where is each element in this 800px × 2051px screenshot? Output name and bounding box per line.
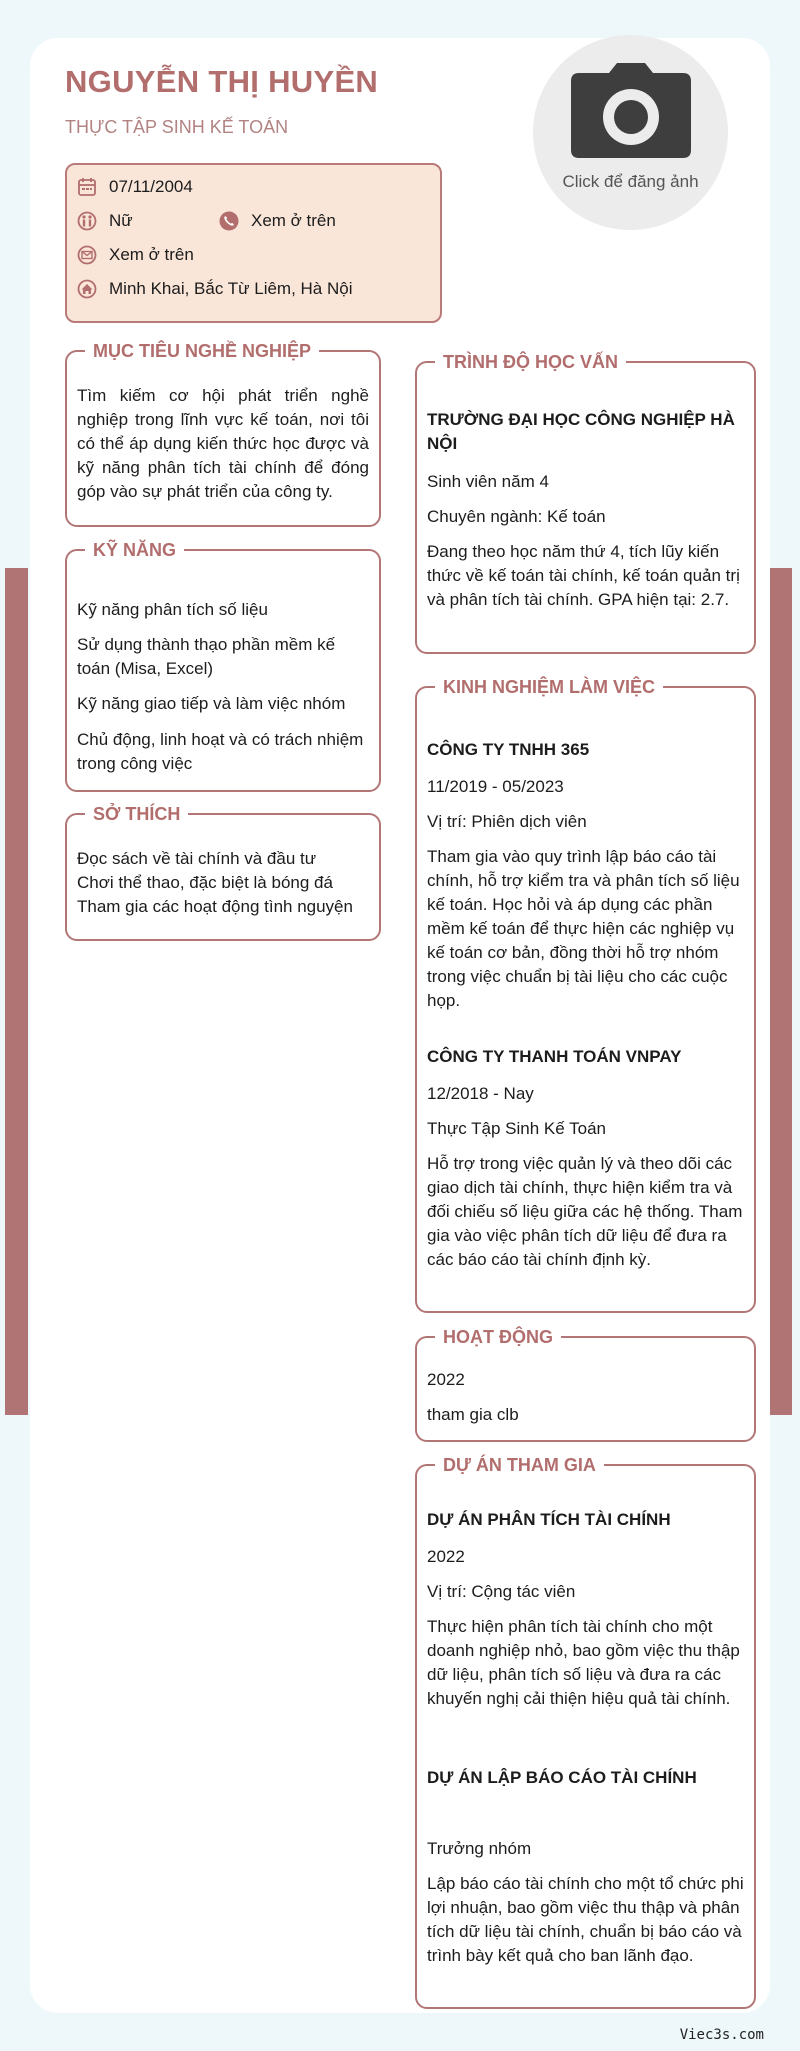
calendar-icon — [77, 177, 97, 197]
project-role: Trưởng nhóm — [427, 1839, 532, 1858]
photo-caption: Click để đăng ảnh — [562, 172, 699, 191]
phone-icon — [219, 211, 239, 231]
job-title: THỰC TẬP SINH KẾ TOÁN — [65, 117, 289, 137]
contact-gender: Nữ — [77, 211, 133, 231]
project-year: 2022 — [427, 1547, 465, 1566]
education-title: TRÌNH ĐỘ HỌC VẤN — [435, 350, 626, 374]
left-decor-band — [5, 568, 28, 1415]
projects-title: DỰ ÁN THAM GIA — [435, 1453, 604, 1477]
contact-email: Xem ở trên — [77, 245, 194, 265]
hobby-item: Tham gia các hoạt động tình nguyện — [77, 897, 353, 916]
project-description: Lập báo cáo tài chính cho một tổ chức phi lợi nhuận, bao gồm việc thu thập và phân tích dữ liệu tài chính, chuẩn bị báo cáo và trình bày kết quả cho ban lãnh đạo. — [427, 1874, 744, 1965]
experience-title: KINH NGHIỆM LÀM VIỆC — [435, 675, 663, 699]
job-role: Thực Tập Sinh Kế Toán — [427, 1119, 606, 1138]
activity-year: 2022 — [427, 1370, 465, 1389]
objective-title: MỤC TIÊU NGHỀ NGHIỆP — [85, 339, 319, 363]
school-name: TRƯỜNG ĐẠI HỌC CÔNG NGHIỆP HÀ NỘI — [427, 410, 735, 453]
skill-item: Kỹ năng phân tích số liệu — [77, 600, 268, 619]
project-name: DỰ ÁN LẬP BÁO CÁO TÀI CHÍNH — [427, 1768, 697, 1787]
skill-item: Chủ động, linh hoạt và có trách nhiệm trong công việc — [77, 730, 364, 773]
email-icon — [77, 245, 97, 265]
skill-item: Sử dụng thành thạo phần mềm kế toán (Misa, Excel) — [77, 635, 336, 678]
job-period: 11/2019 - 05/2023 — [427, 777, 564, 796]
hobbies-title: SỞ THÍCH — [85, 802, 188, 826]
gender-icon — [77, 211, 97, 231]
contact-birthday: 07/11/2004 — [77, 177, 193, 197]
skills-title: KỸ NĂNG — [85, 538, 184, 562]
activities-section — [415, 1327, 756, 1442]
education-year: Sinh viên năm 4 — [427, 472, 549, 491]
job-description: Hỗ trợ trong việc quản lý và theo dõi các giao dịch tài chính, thực hiện kiểm tra và đối chiếu số liệu giữa các hệ thống. Tham gia vào việc phân tích dữ liệu để đưa ra các báo cáo tài chính định kỳ. — [427, 1154, 743, 1269]
skill-item: Kỹ năng giao tiếp và làm việc nhóm — [77, 694, 346, 713]
project-name: DỰ ÁN PHÂN TÍCH TÀI CHÍNH — [427, 1510, 671, 1529]
education-major: Chuyên ngành: Kế toán — [427, 507, 606, 526]
company-name: CÔNG TY THANH TOÁN VNPAY — [427, 1047, 682, 1066]
activities-title: HOẠT ĐỘNG — [435, 1325, 561, 1349]
experience-section — [415, 677, 756, 1313]
right-decor-band — [769, 568, 792, 1415]
objective-section — [65, 341, 381, 527]
home-icon — [77, 279, 97, 299]
skills-section — [65, 540, 381, 792]
activity-description: tham gia clb — [427, 1405, 519, 1424]
job-description: Tham gia vào quy trình lập báo cáo tài chính, hỗ trợ kiểm tra và phân tích số liệu kế toán. Học hỏi và áp dụng các phần mềm kế toán để thực hiện các nghiệp vụ kế toán cơ bản, đồng thời hỗ trợ nhóm trong việc chuẩn bị tài liệu cho các cuộc họp. — [427, 847, 740, 1010]
contact-phone: Xem ở trên — [219, 211, 336, 231]
project-role: Vị trí: Cộng tác viên — [427, 1582, 576, 1601]
hobby-item: Đọc sách về tài chính và đầu tư — [77, 849, 317, 868]
candidate-name: NGUYỄN THỊ HUYỀN — [65, 64, 379, 99]
camera-icon — [571, 63, 691, 158]
hobby-item: Chơi thể thao, đặc biệt là bóng đá — [77, 873, 333, 892]
projects-section — [415, 1455, 756, 2009]
footer-watermark: Viec3s.com — [679, 2027, 764, 2043]
education-section — [415, 352, 756, 654]
company-name: CÔNG TY TNHH 365 — [427, 740, 590, 759]
job-period: 12/2018 - Nay — [427, 1084, 534, 1103]
photo-upload[interactable] — [533, 35, 728, 230]
project-description: Thực hiện phân tích tài chính cho một doanh nghiệp nhỏ, bao gồm việc thu thập dữ liệu, phân tích số liệu và đưa ra các khuyến nghị cải thiện hiệu quả tài chính. — [427, 1617, 740, 1708]
contact-box — [65, 163, 442, 323]
contact-address: Minh Khai, Bắc Từ Liêm, Hà Nội — [77, 279, 353, 299]
job-role: Vị trí: Phiên dịch viên — [427, 812, 587, 831]
objective-text: Tìm kiếm cơ hội phát triển nghề nghiệp trong lĩnh vực kế toán, nơi tôi có thể áp dụng kiến thức học được và kỹ năng phân tích tài chính để đóng góp vào sự phát triển của công ty. — [77, 386, 369, 501]
hobbies-section — [65, 804, 381, 941]
education-description: Đang theo học năm thứ 4, tích lũy kiến thức về kế toán tài chính, kế toán quản trị và phân tích tài chính. GPA hiện tại: 2.7. — [427, 542, 740, 609]
